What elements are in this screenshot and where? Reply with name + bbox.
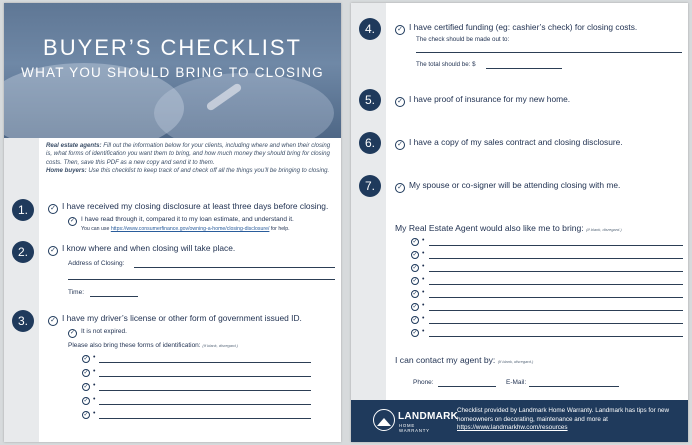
check-circle-icon[interactable]: ✓: [83, 384, 89, 390]
step-number-6: 6.: [359, 132, 381, 154]
item-4[interactable]: [395, 22, 637, 35]
phone-label: Phone:: [413, 379, 434, 386]
landmark-house-icon: [373, 409, 395, 431]
time-label: Time:: [68, 289, 85, 296]
item-3-text: I have my driver’s license or other form of government issued ID.: [62, 313, 302, 323]
item-5[interactable]: [395, 94, 570, 107]
page-1-sidebar: [4, 138, 39, 442]
step-number-4: 4.: [359, 18, 381, 40]
check-circle-icon[interactable]: ✓: [412, 278, 418, 284]
bullet: •: [93, 354, 96, 361]
item-6-text: I have a copy of my sales contract and closing disclosure.: [409, 137, 623, 147]
agent-item-field-7[interactable]: [429, 323, 683, 324]
check-circle-icon[interactable]: ✓: [83, 412, 89, 418]
check-circle-icon[interactable]: ✓: [48, 246, 58, 256]
step-number-1: 1.: [12, 199, 34, 221]
id-form-field-3[interactable]: [99, 390, 311, 391]
check-circle-icon[interactable]: ✓: [412, 265, 418, 271]
item-3-sub-text: It is not expired.: [81, 328, 127, 335]
email-field[interactable]: [529, 386, 619, 387]
footer-text-body: Checklist provided by Landmark Home Warranty. Landmark has tips for new homeowners on decorating, maintenance and more at: [457, 407, 670, 423]
address-field[interactable]: [134, 267, 335, 268]
item-2[interactable]: [48, 243, 235, 256]
total-field[interactable]: [486, 68, 562, 69]
agent-item-field-2[interactable]: [429, 258, 683, 259]
item-1-help-note: [81, 226, 290, 232]
check-circle-icon[interactable]: ✓: [69, 330, 76, 336]
footer-text: [457, 407, 685, 433]
check-payable-label: The check should be made out to:: [416, 36, 510, 43]
contact-heading-text: I can contact my agent by:: [395, 355, 496, 365]
bullet: •: [93, 382, 96, 389]
intro-buyers-text: Use this checklist to keep track of and check off all the things you’ll be bringing to closing.: [86, 167, 330, 175]
landmark-logo[interactable]: [373, 408, 459, 435]
bullet: •: [422, 263, 425, 270]
total-label: The total should be: $: [416, 61, 476, 68]
agent-section-note: (If blank, disregard.): [586, 227, 622, 232]
page-title: BUYER’S CHECKLIST: [43, 35, 302, 60]
id-form-field-2[interactable]: [99, 376, 311, 377]
id-forms-label-text: Please also bring these forms of identification:: [68, 342, 201, 349]
item-5-text: I have proof of insurance for my new home.: [409, 94, 571, 104]
contact-note: (If blank, disregard.): [497, 359, 534, 364]
step-number-3: 3.: [12, 310, 34, 332]
check-circle-icon[interactable]: ✓: [412, 252, 418, 258]
help-note-prefix: You can use: [81, 226, 111, 232]
item-7-text: My spouse or co-signer will be attending closing with me.: [409, 180, 621, 190]
footer-banner: [351, 400, 688, 442]
id-forms-label: [68, 342, 238, 349]
consumer-finance-link[interactable]: https://www.consumerfinance.gov/owning-a-home/closing-disclosure/: [110, 226, 270, 232]
id-forms-note: (If blank, disregard.): [202, 343, 238, 348]
bullet: •: [422, 276, 425, 283]
check-circle-icon[interactable]: ✓: [69, 218, 76, 224]
check-circle-icon[interactable]: ✓: [83, 370, 89, 376]
agent-item-field-4[interactable]: [429, 284, 683, 285]
item-1-sub-text: I have read through it, compared it to my loan estimate, and understand it.: [81, 216, 294, 223]
intro-buyers-label: Home buyers:: [46, 167, 87, 175]
page-subtitle: WHAT YOU SHOULD BRING TO CLOSING: [21, 65, 324, 80]
check-circle-icon[interactable]: ✓: [412, 291, 418, 297]
hero-banner: [4, 3, 341, 138]
check-circle-icon[interactable]: ✓: [48, 316, 58, 326]
bullet: •: [422, 315, 425, 322]
check-circle-icon[interactable]: ✓: [395, 97, 405, 107]
item-1-sub[interactable]: [68, 216, 294, 226]
bullet: •: [422, 250, 425, 257]
check-circle-icon[interactable]: ✓: [395, 140, 405, 150]
item-3-sub[interactable]: [68, 328, 127, 338]
check-circle-icon[interactable]: ✓: [412, 330, 418, 336]
intro-text: [46, 142, 336, 176]
item-3[interactable]: [48, 313, 302, 326]
checklist-page-2: [351, 3, 688, 442]
time-field[interactable]: [90, 296, 138, 297]
check-circle-icon[interactable]: ✓: [395, 183, 405, 193]
logo-name: LANDMARK: [398, 411, 459, 422]
item-1[interactable]: [48, 201, 328, 214]
bullet: •: [93, 410, 96, 417]
help-note-suffix: for help.: [269, 226, 290, 232]
check-circle-icon[interactable]: ✓: [412, 239, 418, 245]
footer-resources-link[interactable]: https://www.landmarkhw.com/resources: [457, 424, 568, 432]
check-circle-icon[interactable]: ✓: [48, 204, 58, 214]
id-form-field-1[interactable]: [99, 362, 311, 363]
intro-agents-label: Real estate agents:: [46, 142, 102, 149]
bullet: •: [93, 368, 96, 375]
page-2-sidebar: [351, 3, 386, 400]
item-4-text: I have certified funding (eg: cashier’s check) for closing costs.: [409, 22, 638, 32]
item-7[interactable]: [395, 180, 620, 193]
id-form-field-4[interactable]: [99, 404, 311, 405]
agent-item-field-1[interactable]: [429, 245, 683, 246]
check-circle-icon[interactable]: ✓: [395, 25, 405, 35]
bullet: •: [422, 302, 425, 309]
id-form-field-5[interactable]: [99, 418, 311, 419]
address-label: Address of Closing:: [68, 260, 125, 267]
step-number-2: 2.: [12, 241, 34, 263]
bullet: •: [422, 328, 425, 335]
bullet: •: [422, 289, 425, 296]
check-payable-field[interactable]: [416, 52, 682, 53]
check-circle-icon[interactable]: ✓: [412, 304, 418, 310]
check-circle-icon[interactable]: ✓: [83, 398, 89, 404]
bullet: •: [422, 237, 425, 244]
agent-section-heading: [395, 223, 622, 233]
item-1-text: I have received my closing disclosure at least three days before closing.: [62, 201, 329, 211]
agent-item-field-5[interactable]: [429, 297, 683, 298]
agent-item-field-8[interactable]: [429, 336, 683, 337]
agent-section-heading-text: My Real Estate Agent would also like me to bring:: [395, 223, 584, 233]
checklist-page-1: [4, 3, 341, 442]
phone-field[interactable]: [438, 386, 496, 387]
agent-item-field-3[interactable]: [429, 271, 683, 272]
bullet: •: [93, 396, 96, 403]
logo-subtitle: HOME WARRANTY: [399, 423, 430, 433]
step-number-7: 7.: [359, 175, 381, 197]
check-circle-icon[interactable]: ✓: [412, 317, 418, 323]
hero-photo-hands-2: [154, 73, 334, 138]
item-6[interactable]: [395, 137, 623, 150]
agent-item-field-6[interactable]: [429, 310, 683, 311]
contact-heading: [395, 355, 533, 365]
item-2-text: I know where and when closing will take place.: [62, 243, 236, 253]
step-number-5: 5.: [359, 89, 381, 111]
intro-agents-text: Fill out the information below for your clients, including where and when their closing is, what forms of identification you want them to bring, and how much money they should bring for closing costs. Then, save this PDF as a new copy and send it to them.: [46, 142, 331, 166]
address-field-line-2[interactable]: [68, 279, 335, 280]
check-circle-icon[interactable]: ✓: [83, 356, 89, 362]
email-label: E-Mail:: [506, 379, 527, 386]
